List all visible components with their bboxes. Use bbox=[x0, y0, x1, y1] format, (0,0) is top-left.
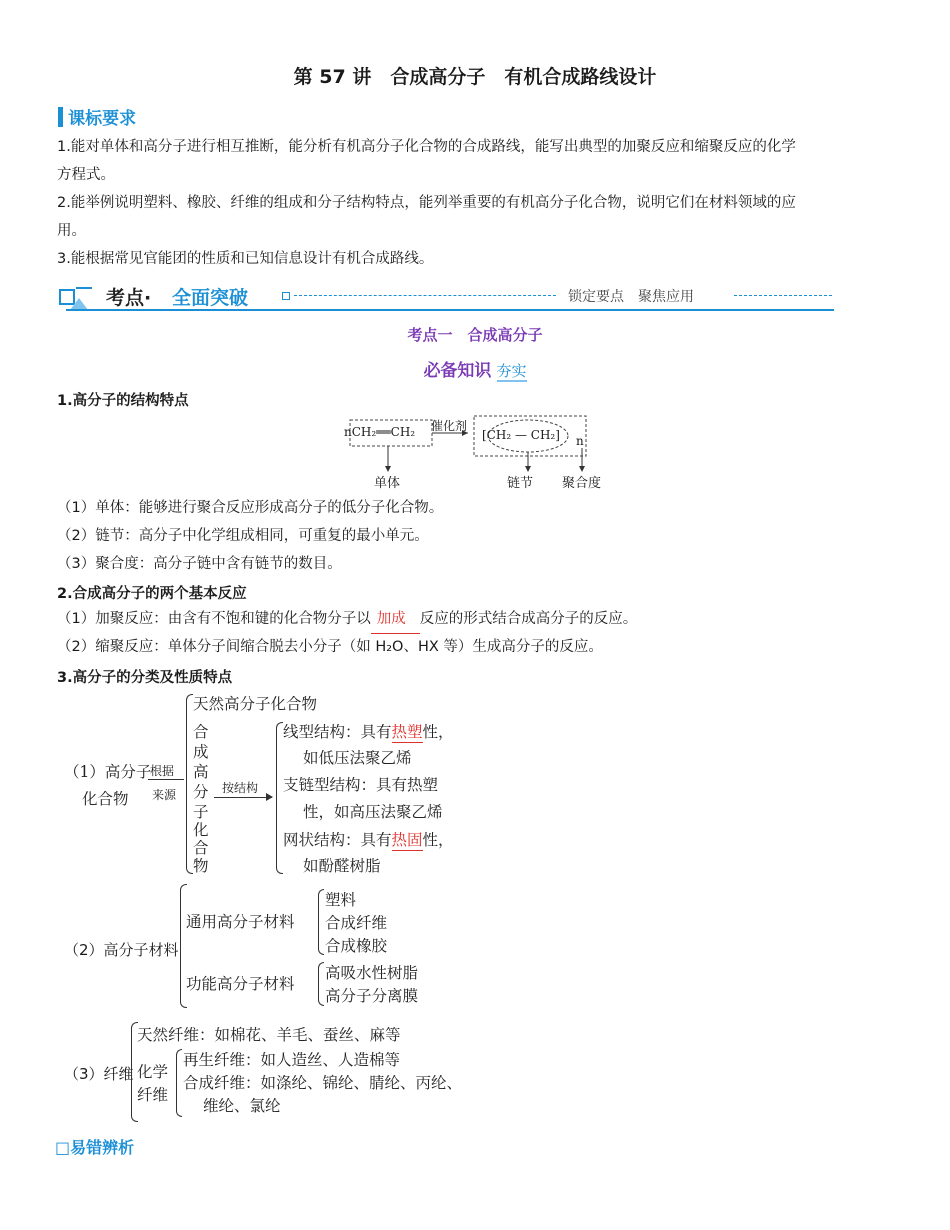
t3-brace-chem bbox=[176, 1049, 182, 1117]
t1-synth-0: 合 bbox=[193, 723, 209, 741]
banner-dash-right bbox=[734, 295, 832, 296]
t1-by-a: 根据 bbox=[150, 764, 175, 778]
catalyst-label: 催化剂 bbox=[431, 419, 468, 433]
t3-chem-b: 纤维 bbox=[137, 1086, 169, 1104]
label-monomer: 单体 bbox=[374, 476, 401, 491]
s2-item-1-pre: （1）加聚反应：由含有不饱和键的化合物分子以 bbox=[57, 611, 371, 627]
t2-functional-0: 高吸水性树脂 bbox=[325, 964, 419, 982]
t1-linear-pre: 线型结构：具有 bbox=[283, 723, 392, 741]
kebiao-line-3: 2.能举例说明塑料、橡胶、纤维的组成和分子结构特点，能列举重要的有机高分子化合物，说明它们在材料领域的应 bbox=[57, 195, 796, 211]
t2-functional-1: 高分子分离膜 bbox=[325, 987, 419, 1005]
t2-general-1: 合成纤维 bbox=[325, 914, 388, 932]
structure-diagram bbox=[340, 414, 620, 494]
s3-heading: 3.高分子的分类及性质特点 bbox=[57, 670, 233, 686]
t3-synth: 合成纤维：如涤纶、锦纶、腈纶、丙纶、 bbox=[183, 1074, 463, 1092]
bibei-sub: 夯实 bbox=[496, 362, 527, 380]
t1-brace-main bbox=[186, 694, 193, 874]
banner-dash-left bbox=[294, 295, 556, 296]
s1-item-2: （2）链节：高分子中化学组成相同，可重复的最小单元。 bbox=[57, 528, 429, 544]
t1-struct-arrow-head bbox=[266, 793, 273, 801]
page-title: 第 57 讲 合成高分子 有机合成路线设计 bbox=[293, 66, 657, 88]
polymer-formula: [CH₂ — CH₂] bbox=[482, 428, 560, 442]
t1-label-b: 化合物 bbox=[82, 790, 129, 808]
t1-net-pre: 网状结构：具有 bbox=[283, 831, 392, 849]
t1-linear bbox=[283, 720, 454, 743]
s2-item-1-post: 反应的形式结合成高分子的反应。 bbox=[419, 611, 638, 627]
t1-synth-3: 分 bbox=[193, 783, 209, 801]
t3-label: （3）纤维 bbox=[64, 1065, 134, 1083]
t2-general-2: 合成橡胶 bbox=[325, 937, 388, 955]
kebiao-line-5: 3.能根据常见官能团的性质和已知信息设计有机合成路线。 bbox=[57, 251, 434, 267]
label-degree: 聚合度 bbox=[562, 476, 602, 491]
banner-title-a: 考点· bbox=[106, 287, 152, 309]
t3-regen: 再生纤维：如人造丝、人造棉等 bbox=[183, 1051, 401, 1069]
t2-general: 通用高分子材料 bbox=[186, 913, 295, 931]
kebiao-line-2: 方程式。 bbox=[57, 167, 115, 183]
banner-small-square-icon bbox=[282, 292, 290, 300]
t1-synth-1: 成 bbox=[193, 743, 209, 761]
t1-by-b: 来源 bbox=[152, 788, 177, 802]
t1-branch-ex: 性，如高压法聚乙烯 bbox=[303, 803, 443, 821]
t1-synth-6: 合 bbox=[193, 839, 209, 857]
t1-struct-arrow-line bbox=[214, 797, 272, 798]
t3-synth-2: 维纶、氯纶 bbox=[203, 1097, 281, 1115]
t1-label-a: （1）高分子 bbox=[64, 763, 152, 781]
t1-net bbox=[283, 828, 454, 851]
kebiao-heading: 课标要求 bbox=[68, 109, 137, 129]
t1-linear-red: 热塑 bbox=[392, 720, 423, 743]
t1-synth-5: 化 bbox=[193, 821, 209, 839]
t1-synth-2: 高 bbox=[193, 763, 209, 781]
s2-item-1 bbox=[57, 605, 637, 634]
t1-natural: 天然高分子化合物 bbox=[193, 695, 318, 713]
label-chain-link: 链节 bbox=[507, 476, 534, 491]
kebiao-line-1: 1.能对单体和高分子进行相互推断，能分析有机高分子化合物的合成路线，能写出典型的加聚反应和缩聚反应的化学 bbox=[57, 139, 796, 155]
section-banner bbox=[58, 282, 834, 312]
s1-item-3: （3）聚合度：高分子链中含有链节的数目。 bbox=[57, 556, 342, 572]
t1-net-ex: 如酚醛树脂 bbox=[303, 857, 381, 875]
kaodian-title: 考点一 合成高分子 bbox=[407, 326, 543, 344]
t1-net-post: 性， bbox=[422, 831, 454, 849]
t1-by-struct: 按结构 bbox=[222, 781, 259, 795]
banner-title-b: 全面突破 bbox=[172, 287, 249, 309]
t1-net-red: 热固 bbox=[392, 828, 423, 851]
t3-natural: 天然纤维：如棉花、羊毛、蚕丝、麻等 bbox=[137, 1026, 401, 1044]
t2-general-0: 塑料 bbox=[325, 891, 357, 909]
yicuo-label: 易错辨析 bbox=[70, 1138, 135, 1157]
yicuo-heading bbox=[55, 1135, 134, 1158]
t2-brace-general bbox=[318, 889, 324, 955]
s1-item-1: （1）单体：能够进行聚合反应形成高分子的低分子化合物。 bbox=[57, 500, 444, 516]
polymer-n: n bbox=[576, 434, 584, 448]
t1-linear-post: 性， bbox=[422, 723, 454, 741]
bibei-main: 必备知识 bbox=[423, 361, 492, 381]
checkbox-icon: □ bbox=[55, 1138, 71, 1157]
t2-label: （2）高分子材料 bbox=[64, 941, 179, 959]
kebiao-heading-wrap bbox=[58, 104, 136, 129]
s2-item-1-blank: 加成 bbox=[371, 605, 420, 634]
t3-chem-a: 化学 bbox=[137, 1063, 169, 1081]
banner-right-text: 锁定要点 聚焦应用 bbox=[568, 289, 694, 305]
bibei-heading bbox=[0, 356, 950, 381]
t1-arrow-line bbox=[148, 779, 184, 780]
s1-heading: 1.高分子的结构特点 bbox=[57, 393, 189, 409]
t2-functional: 功能高分子材料 bbox=[186, 975, 295, 993]
s2-heading: 2.合成高分子的两个基本反应 bbox=[57, 586, 247, 602]
kebiao-line-4: 用。 bbox=[57, 223, 86, 239]
s2-item-2: （2）缩聚反应：单体分子间缩合脱去小分子（如 H₂O、HX 等）生成高分子的反应。 bbox=[57, 639, 603, 655]
banner-underline bbox=[66, 309, 834, 311]
t2-brace-functional bbox=[318, 962, 324, 1006]
t1-linear-ex: 如低压法聚乙烯 bbox=[303, 749, 412, 767]
monomer-formula: nCH₂══CH₂ bbox=[344, 425, 416, 439]
t1-branch: 支链型结构：具有热塑 bbox=[283, 776, 439, 794]
t1-synth-7: 物 bbox=[193, 857, 209, 875]
t1-synth-4: 子 bbox=[193, 803, 209, 821]
t1-brace-struct bbox=[276, 722, 283, 874]
kebiao-marker-icon bbox=[58, 107, 63, 127]
banner-decor-icon bbox=[58, 282, 98, 312]
